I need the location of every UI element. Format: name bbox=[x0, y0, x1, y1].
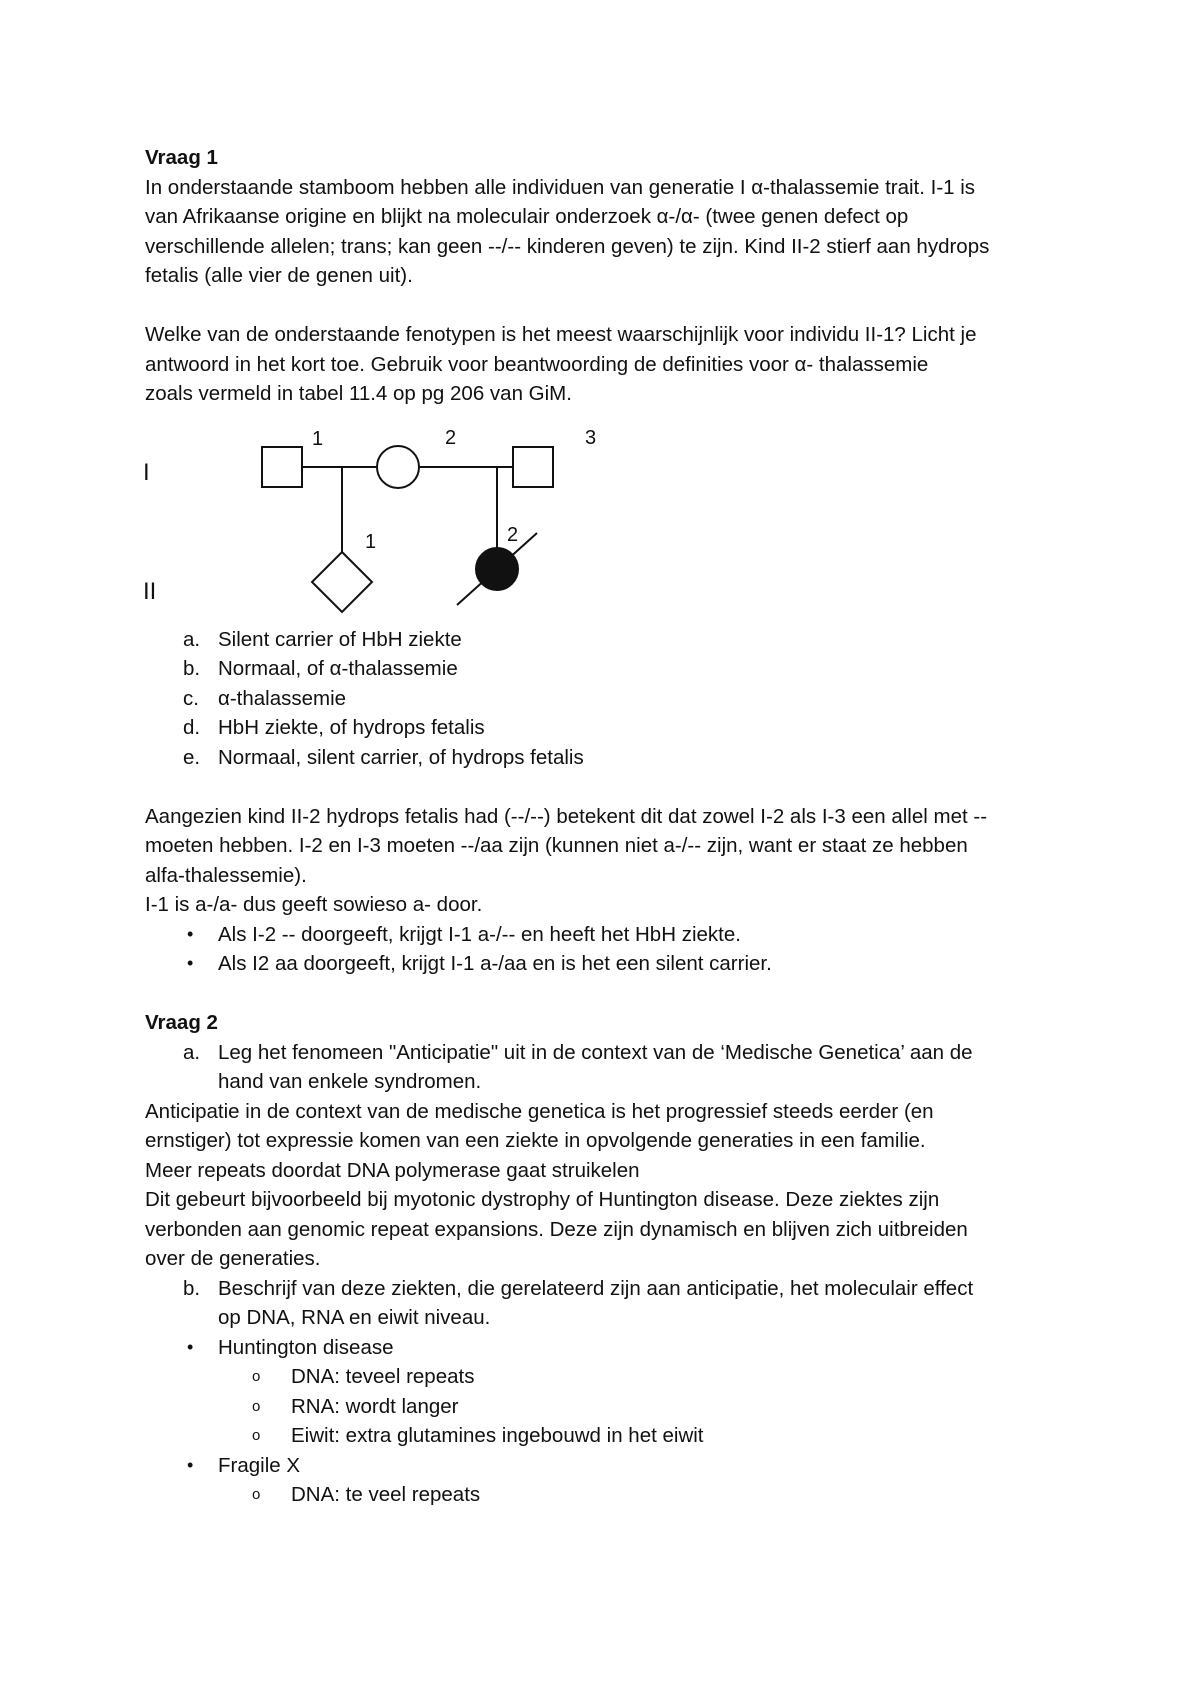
sub-bullet-icon: o bbox=[252, 1397, 261, 1415]
document-page bbox=[145, 143, 1065, 1510]
q2-a-line: hand van enkele syndromen. bbox=[218, 1070, 482, 1093]
q1-intro-line: In onderstaande stamboom hebben alle individuen van generatie I α-thalassemie trait. I-1 is bbox=[145, 175, 976, 199]
q1-title: Vraag 1 bbox=[145, 146, 218, 169]
option-mark: b. bbox=[183, 657, 201, 680]
q2-a-item bbox=[145, 1038, 1065, 1068]
option-c bbox=[145, 684, 1065, 714]
q2-a-answer-line: ernstiger) tot expressie komen van een ziekte in opvolgende generaties in een familie. bbox=[145, 1129, 926, 1152]
q1-intro-line: van Afrikaanse origine en blijkt na moleculair onderzoek α-/α- (twee genen defect op bbox=[145, 205, 909, 228]
sub-bullet-icon: o bbox=[252, 1368, 261, 1385]
label-I-1: 1 bbox=[312, 427, 324, 450]
huntington-bullet bbox=[145, 1333, 1065, 1363]
fragile-x-bullet bbox=[145, 1451, 1065, 1481]
q1-question-line: zoals vermeld in tabel 11.4 op pg 206 van GiM. bbox=[145, 382, 572, 405]
sub-bullet-icon: o bbox=[252, 1486, 261, 1503]
bullet-icon: • bbox=[187, 1336, 194, 1357]
q1-answer-line: alfa-thalessemie). bbox=[145, 863, 307, 887]
q2-a-answer-line: Dit gebeurt bijvoorbeeld bij myotonic dystrophy of Huntington disease. Deze ziektes zijn bbox=[145, 1188, 940, 1211]
option-mark: c. bbox=[183, 686, 199, 710]
sub-bullet-item bbox=[145, 1362, 1065, 1392]
q2-a-answer-line: Meer repeats doordat DNA polymerase gaat struikelen bbox=[145, 1158, 640, 1182]
bullet-text: Als I-2 -- doorgeeft, krijgt I-1 a-/-- en heeft het HbH ziekte. bbox=[218, 922, 741, 946]
bullet-text: Huntington disease bbox=[218, 1335, 394, 1359]
option-b bbox=[145, 654, 1065, 684]
option-d bbox=[145, 713, 1065, 743]
spacer bbox=[145, 979, 1065, 1009]
fragile-x-sub-bullets bbox=[145, 1480, 1065, 1510]
q1-question-line: Welke van de onderstaande fenotypen is het meest waarschijnlijk voor individu II-1? Licht je bbox=[145, 323, 977, 346]
huntington-sub-bullets bbox=[145, 1362, 1065, 1451]
q2-title: Vraag 2 bbox=[145, 1011, 218, 1034]
option-text: Normaal, silent carrier, of hydrops fetalis bbox=[218, 745, 584, 769]
sub-bullet-text: DNA: teveel repeats bbox=[291, 1365, 475, 1388]
bullet-item bbox=[145, 920, 1065, 950]
individual-I-3-male bbox=[513, 447, 553, 487]
individual-I-1-male bbox=[262, 447, 302, 487]
q1-intro-line: fetalis (alle vier de genen uit). bbox=[145, 264, 413, 287]
individual-II-1-unknown-sex bbox=[312, 552, 372, 612]
label-II-2: 2 bbox=[507, 523, 519, 546]
q2-a-answer-line: over de generaties. bbox=[145, 1247, 321, 1270]
bullet-icon: • bbox=[187, 923, 194, 944]
option-mark: a. bbox=[183, 627, 201, 651]
q2-part-b bbox=[145, 1274, 1065, 1333]
bullet-text: Als I2 aa doorgeeft, krijgt I-1 a-/aa en is het een silent carrier. bbox=[218, 952, 772, 975]
q2-b-item bbox=[145, 1274, 1065, 1304]
option-e bbox=[145, 743, 1065, 773]
q2-b-item-cont bbox=[145, 1303, 1065, 1333]
sub-bullet-item bbox=[145, 1421, 1065, 1451]
answer-options bbox=[145, 625, 1065, 773]
option-mark: a. bbox=[183, 1040, 201, 1064]
option-text: Silent carrier of HbH ziekte bbox=[218, 627, 462, 651]
label-II-1: 1 bbox=[365, 530, 377, 553]
option-mark: b. bbox=[183, 1276, 201, 1300]
sub-bullet-text: DNA: te veel repeats bbox=[291, 1483, 481, 1506]
bullet-item bbox=[145, 949, 1065, 979]
q1-answer-bullets bbox=[145, 920, 1065, 979]
q2-a-line: Leg het fenomeen "Anticipatie" uit in de context van de ‘Medische Genetica’ aan de bbox=[218, 1040, 973, 1064]
q2-a-answer-line: Anticipatie in de context van de medische genetica is het progressief steeds eerder (en bbox=[145, 1099, 934, 1123]
generation-label-I: I bbox=[143, 458, 150, 486]
option-a bbox=[145, 625, 1065, 655]
option-text: α-thalassemie bbox=[218, 686, 347, 710]
q1-question-line: antwoord in het kort toe. Gebruik voor beantwoording de definities voor α- thalassemie bbox=[145, 352, 929, 376]
q1-answer-line: I-1 is a-/a- dus geeft sowieso a- door. bbox=[145, 893, 483, 916]
bullet-icon: • bbox=[187, 1454, 194, 1475]
label-I-2: 2 bbox=[445, 426, 457, 449]
pedigree-svg bbox=[145, 425, 1065, 625]
sub-bullet-icon: o bbox=[252, 1427, 261, 1444]
sub-bullet-text: RNA: wordt langer bbox=[291, 1394, 459, 1418]
spacer bbox=[145, 291, 1065, 321]
q2-b-line: op DNA, RNA en eiwit niveau. bbox=[218, 1306, 491, 1329]
bullet-text: Fragile X bbox=[218, 1453, 301, 1477]
q1-answer-line: Aangezien kind II-2 hydrops fetalis had (--/--) betekent dit dat zowel I-2 als I-3 een allel met -- bbox=[145, 804, 988, 828]
q2-a-item-cont bbox=[145, 1067, 1065, 1097]
pedigree-diagram bbox=[145, 425, 1065, 625]
generation-label-II: II bbox=[143, 577, 157, 605]
sub-bullet-item bbox=[145, 1392, 1065, 1422]
spacer bbox=[145, 772, 1065, 802]
q2-a-answer-line: verbonden aan genomic repeat expansions. Deze zijn dynamisch en blijven zich uitbreiden bbox=[145, 1217, 968, 1241]
option-text: Normaal, of α-thalassemie bbox=[218, 657, 458, 680]
sub-bullet-text: Eiwit: extra glutamines ingebouwd in het eiwit bbox=[291, 1424, 704, 1447]
label-I-3: 3 bbox=[585, 426, 597, 449]
q2-part-a bbox=[145, 1038, 1065, 1097]
option-mark: d. bbox=[183, 716, 201, 739]
option-mark: e. bbox=[183, 745, 201, 769]
bullet-item bbox=[145, 1451, 1065, 1481]
bullet-icon: • bbox=[187, 953, 194, 973]
q1-answer-line: moeten hebben. I-2 en I-3 moeten --/aa zijn (kunnen niet a-/-- zijn, want er staat ze hebben bbox=[145, 834, 968, 857]
option-text: HbH ziekte, of hydrops fetalis bbox=[218, 716, 485, 739]
bullet-item bbox=[145, 1333, 1065, 1363]
q1-intro-line: verschillende allelen; trans; kan geen --/-- kinderen geven) te zijn. Kind II-2 stierf aan hydrops bbox=[145, 234, 990, 258]
q2-b-line: Beschrijf van deze ziekten, die gerelateerd zijn aan anticipatie, het moleculair effect bbox=[218, 1276, 974, 1300]
sub-bullet-item bbox=[145, 1480, 1065, 1510]
individual-I-2-female bbox=[377, 446, 419, 488]
